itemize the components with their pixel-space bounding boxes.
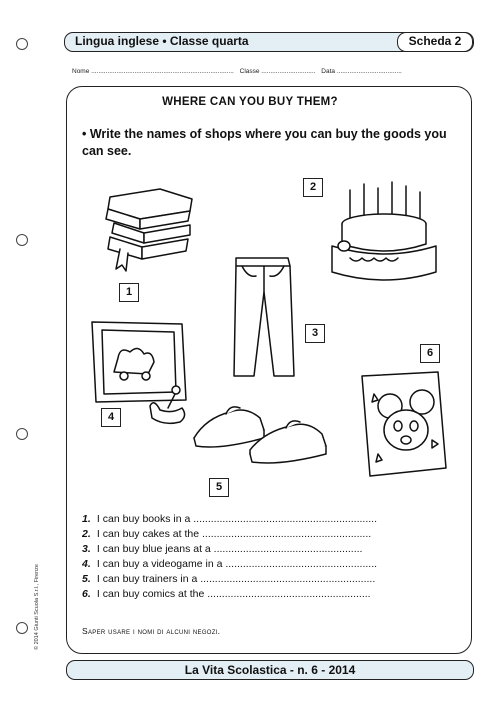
label-box-3: 3 [305, 324, 325, 343]
date-field[interactable]: Data .................................... [321, 68, 402, 75]
label-box-6: 6 [420, 344, 440, 363]
sheet-label: Scheda 2 [408, 34, 462, 48]
binder-hole-top [16, 38, 28, 50]
label-box-5: 5 [209, 478, 229, 497]
sentence-text[interactable]: I can buy trainers in a ............................................................ [96, 573, 376, 585]
sentence-row: 3. I can buy blue jeans at a ................................................... [82, 543, 363, 555]
sentence-text[interactable]: I can buy a videogame in a .................................................... [96, 558, 378, 570]
cake-illustration [320, 176, 450, 296]
sheet-tab [397, 32, 473, 52]
sentence-row: 5. I can buy trainers in a ............................................................ [82, 573, 376, 585]
label-box-2: 2 [303, 178, 323, 197]
binder-hole-lower [16, 428, 28, 440]
name-field[interactable]: Nome ............................................................................... [72, 68, 234, 75]
books-illustration [100, 185, 200, 277]
label-box-4: 4 [101, 408, 121, 427]
exercise-title: WHERE CAN YOU BUY THEM? [162, 96, 338, 108]
sentence-text[interactable]: I can buy blue jeans at a ................................................... [96, 543, 363, 555]
exercise-instruction: • Write the names of shops where you can buy the goods you can see. [82, 127, 447, 158]
label-box-1: 1 [119, 283, 139, 302]
binder-hole-upper [16, 234, 28, 246]
sentence-text[interactable]: I can buy cakes at the .......................................................... [96, 528, 372, 540]
jeans-illustration [228, 252, 298, 380]
trainers-illustration [190, 398, 330, 482]
subject-label: Lingua inglese • Classe quarta [75, 34, 249, 48]
copyright-notice: © 2014 Giunti Scuola S.r.l., Firenze [34, 564, 40, 650]
sentence-row: 6. I can buy comics at the ........................................................ [82, 588, 371, 600]
comics-illustration [360, 370, 450, 480]
sentence-text[interactable]: I can buy comics at the ........................................................ [96, 588, 371, 600]
sentence-row: 2. I can buy cakes at the .......................................................... [82, 528, 372, 540]
header-bar [64, 32, 474, 52]
sentence-text[interactable]: I can buy books in a ............................................................... [96, 513, 378, 525]
footer-bar [66, 660, 474, 680]
sentence-list [82, 512, 462, 602]
sentence-row: 4. I can buy a videogame in a .................................................... [82, 558, 378, 570]
sentence-row: 1. I can buy books in a ............................................................... [82, 513, 378, 525]
footer-title: La Vita Scolastica - n. 6 - 2014 [184, 663, 356, 677]
learning-goal-note: Saper usare i nomi di alcuni negozi. [82, 626, 221, 636]
student-fields [72, 68, 472, 75]
binder-hole-bottom [16, 622, 28, 634]
class-field[interactable]: Classe .............................. [239, 68, 316, 75]
